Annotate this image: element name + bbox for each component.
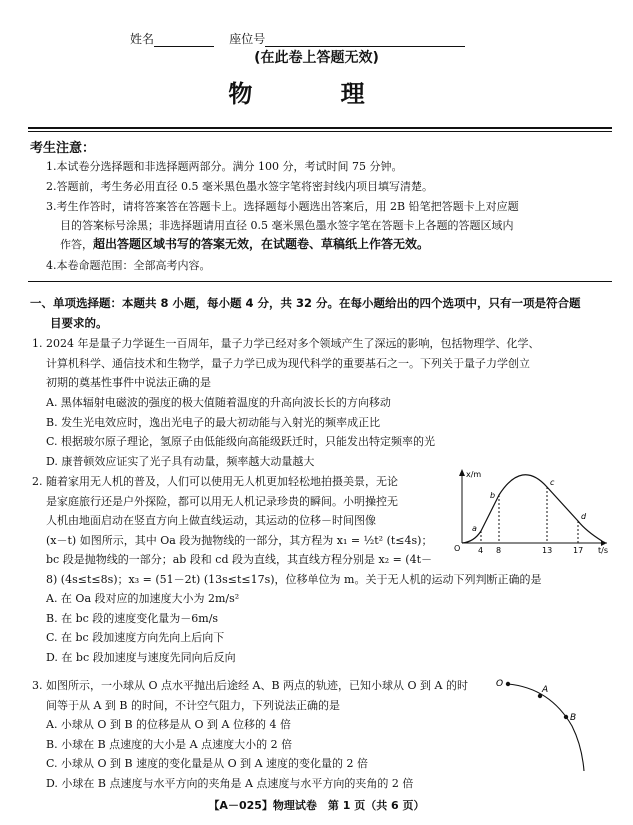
question-text: 2. 随着家用无人机的普及，人们可以使用无人机更加轻松地拍摄美景，无论 [32, 475, 398, 488]
question-text: 初期的奠基性事件中说法正确的是 [46, 376, 211, 389]
x-axis-label: t/s [598, 546, 608, 555]
option-d[interactable]: D. 在 bc 段加速度与速度先同向后反向 [46, 650, 236, 664]
tick-label: 4 [478, 546, 484, 555]
divider-notes [28, 281, 612, 282]
page-footer: 【A－025】物理试卷 第 1 页（共 6 页） [208, 799, 425, 812]
divider-top [28, 127, 612, 129]
point-o [506, 682, 510, 686]
option-a[interactable]: A. 在 Oa 段对应的加速度大小为 2m/s² [46, 592, 240, 605]
question-2-cont [46, 550, 608, 589]
question-text: 人机由地面启动在竖直方向上做直线运动，其运动的位移－时间图像 [46, 514, 376, 527]
question-1 [32, 334, 607, 393]
option-b[interactable]: B. 发生光电效应时，逸出光电子的最大初动能与入射光的频率成正比 [46, 415, 381, 429]
seat-field[interactable] [265, 34, 465, 47]
exam-header [130, 30, 465, 47]
option-a[interactable]: A. 黑体辐射电磁波的强度的极大值随着温度的升高向波长长的方向移动 [46, 396, 391, 409]
point-b [564, 715, 568, 719]
page-title: 物 理 [228, 80, 405, 108]
trajectory-curve [508, 684, 584, 771]
note-item: 1.本试卷分选择题和非选择题两部分。满分 100 分，考试时间 75 分钟。 [46, 160, 403, 173]
trajectory-figure [490, 676, 600, 776]
displacement-time-graph [452, 465, 614, 555]
label-b: B [570, 713, 577, 723]
curve [462, 475, 602, 543]
section-heading-line: 一、单项选择题：本题共 8 小题，每小题 4 分，共 32 分。在每小题给出的四个选项中，只有一项是符合题 [30, 296, 581, 310]
option-b[interactable]: B. 在 bc 段的速度变化量为－6m/s [46, 611, 219, 625]
point-label: d [581, 512, 587, 521]
note-item: 4.本卷命题范围：全部高考内容。 [46, 259, 211, 272]
label-o: O [496, 679, 504, 689]
option-c[interactable]: C. 根据玻尔原子理论，氢原子由低能级向高能级跃迁时，只能发出特定频率的光 [46, 435, 436, 448]
q3-options [46, 715, 413, 793]
q2-options [46, 589, 239, 667]
question-text: 是家庭旅行还是户外探险，都可以用无人机记录珍贵的瞬间。小明操控无 [46, 494, 398, 508]
option-b[interactable]: B. 小球在 B 点速度的大小是 A 点速度大小的 2 倍 [46, 737, 293, 751]
tick-label: 8 [496, 546, 502, 555]
note-emphasis: 超出答题区域书写的答案无效，在试题卷、草稿纸上作答无效。 [93, 237, 430, 251]
x-axis-arrow [459, 469, 465, 476]
section-heading-line: 目要求的。 [50, 316, 108, 330]
question-text: 1. 2024 年是量子力学诞生一百周年，量子力学已经对多个领域产生了深远的影响，包括物理学、化学、 [32, 337, 540, 350]
section-heading [30, 293, 610, 333]
question-text: 计算机科学、通信技术和生物学，量子力学已成为现代科学的重要基石之一。下列关于量子力学创立 [46, 356, 530, 370]
q1-options [46, 393, 435, 471]
y-axis-label: x/m [466, 470, 482, 479]
note-item: 目的答案标号涂黑；非选择题请用直径 0.5 毫米黑色墨水签字笔在答题卡上各题的答题区域内 [60, 219, 514, 232]
point-label: c [550, 478, 555, 487]
question-3 [32, 676, 507, 715]
question-text: 8) (4s≤t≤8s)；x₃ = (51－2t) (13s≤t≤17s)，位移单位为 m。关于无人机的运动下列判断正确的是 [46, 572, 542, 586]
point-label: b [490, 491, 496, 500]
origin-label: O [454, 544, 461, 553]
seat-label: 座位号 [229, 32, 266, 46]
invalid-notice: (在此卷上答题无效) [254, 50, 379, 66]
question-2 [32, 472, 452, 550]
question-text: (x－t) 如图所示，其中 Oa 段为抛物线的一部分，其方程为 x₁ = ½t² (t≤4s)； [46, 533, 433, 547]
question-text: 间等于从 A 到 B 的时间，不计空气阻力，下列说法正确的是 [46, 698, 341, 712]
note-text: 作答， [60, 238, 93, 251]
name-field[interactable] [154, 34, 214, 47]
tick-label: 13 [542, 546, 553, 555]
option-c[interactable]: C. 小球从 O 到 B 速度的变化量是从 O 到 A 速度的变化量的 2 倍 [46, 757, 369, 770]
note-item-emphasis-row [60, 235, 608, 254]
option-a[interactable]: A. 小球从 O 到 B 的位移是从 O 到 A 位移的 4 倍 [46, 718, 291, 731]
point-label: a [472, 524, 477, 533]
option-c[interactable]: C. 在 bc 段加速度方向先向上后向下 [46, 631, 225, 644]
note-item: 3.考生作答时，请将答案答在答题卡上。选择题每小题选出答案后，用 2B 铅笔把答题卡上对应题 [46, 200, 519, 213]
option-d[interactable]: D. 康普顿效应证实了光子具有动量，频率越大动量越大 [46, 454, 315, 468]
tick-label: 17 [573, 546, 584, 555]
question-text: 3. 如图所示，一小球从 O 点水平抛出后途经 A、B 两点的轨迹，已知小球从 O 到 A 的时 [32, 679, 468, 692]
note-item: 2.答题前，考生务必用直径 0.5 毫米黑色墨水签字笔将密封线内项目填写清楚。 [46, 180, 433, 193]
label-a: A [542, 685, 549, 695]
name-label: 姓名 [130, 32, 155, 46]
option-d[interactable]: D. 小球在 B 点速度与水平方向的夹角是 A 点速度与水平方向的夹角的 2 倍 [46, 776, 414, 790]
divider-top-thin [28, 131, 612, 132]
notes-heading: 考生注意： [30, 141, 96, 156]
question-text: bc 段是抛物线的一部分；ab 段和 cd 段为直线，其直线方程分别是 x₂ = (4t－ [46, 553, 433, 566]
